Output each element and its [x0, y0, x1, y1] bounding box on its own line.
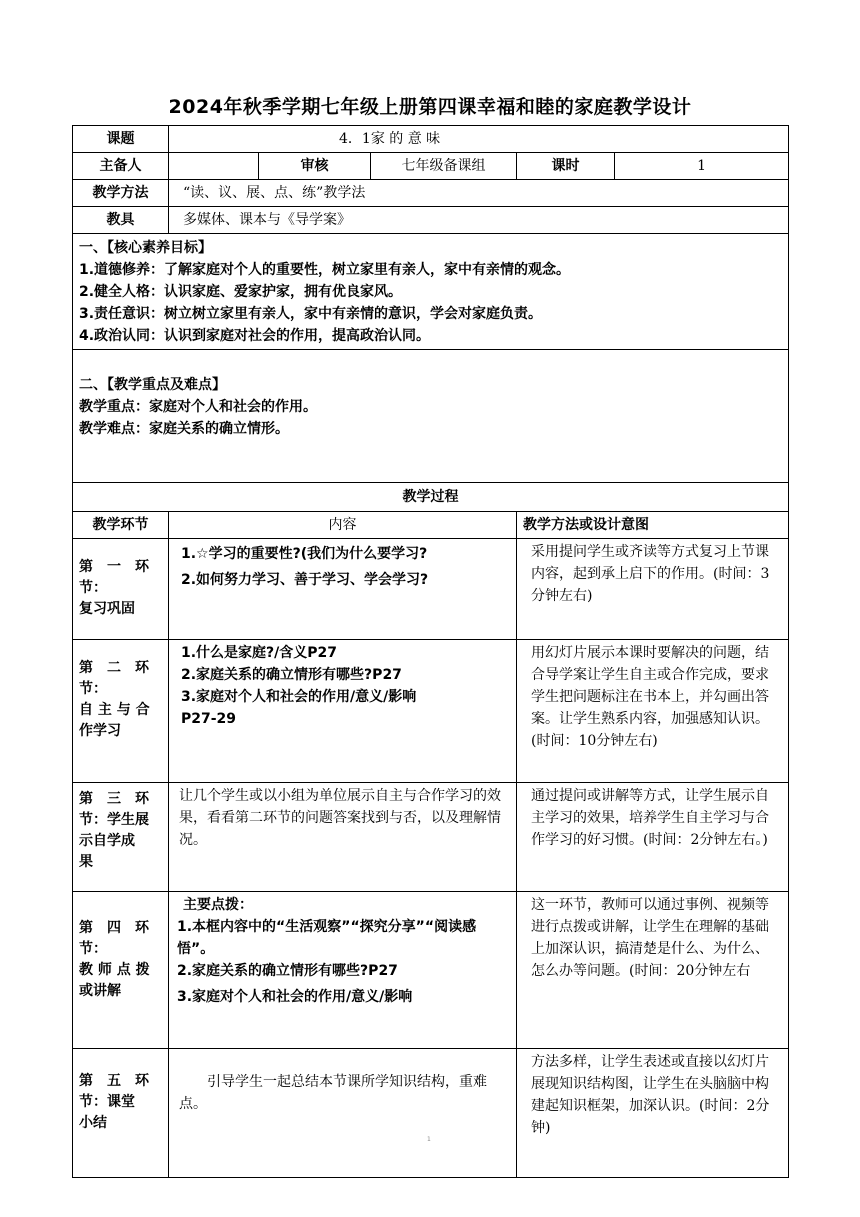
- document-title: 2024年秋季学期七年级上册第四课幸福和睦的家庭教学设计: [168, 96, 692, 118]
- stage-method: 用幻灯片展示本课时要解决的问题，结合导学案让学生自主或合作完成，要求学生把问题标注在书本上，并勾画出答案。让学生熟系内容，加强感知认识。(时间：10分钟左右): [517, 640, 789, 783]
- col-content-header: 内容: [169, 512, 517, 539]
- stage-label-line: 或讲解: [79, 983, 121, 999]
- goal-item: 3.责任意识：树立树立家里有亲人，家中有亲情的意识，学会对家庭负责。: [79, 306, 543, 322]
- tools-value: 多媒体、课本与《导学案》: [169, 207, 789, 234]
- review-label: 审核: [259, 153, 371, 180]
- table-row: [73, 640, 789, 783]
- goal-item: 4.政治认同：认识到家庭对社会的作用，提高政治认同。: [79, 328, 431, 344]
- stage-content: [169, 539, 517, 640]
- page-number: 1: [427, 1136, 431, 1143]
- method-label: 教学方法: [73, 180, 169, 207]
- content-line: 3.家庭对个人和社会的作用/意义/影响: [177, 989, 413, 1005]
- content-line: 2.家庭关系的确立情形有哪些?P27: [181, 667, 402, 683]
- stage-label-line: 自 主 与 合: [79, 702, 150, 718]
- table-row: [73, 1049, 789, 1178]
- stage-label-line: 节：: [79, 580, 107, 596]
- stage-label-line: 第 二 环: [79, 660, 149, 676]
- stage-label-line: 小结: [79, 1115, 107, 1131]
- stage-label: [73, 892, 169, 1049]
- content-line: 2.如何努力学习、善于学习、学会学习?: [181, 572, 429, 588]
- col-method-header: 教学方法或设计意图: [517, 512, 789, 539]
- content-line: 1.本框内容中的“生活观察”“探究分享”“阅读感悟”。: [177, 919, 477, 957]
- stage-label-line: 节：课堂: [79, 1094, 135, 1110]
- content-line: 主要点拨：: [183, 897, 253, 913]
- topic-value: 4．1家 的 意 味: [169, 126, 789, 153]
- stage-label-line: 节：: [79, 681, 107, 697]
- stage-label-line: 第 一 环: [79, 559, 149, 575]
- preparer-label: 主备人: [73, 153, 169, 180]
- tools-label: 教具: [73, 207, 169, 234]
- table-row: [73, 783, 789, 892]
- keypoints-section: [73, 350, 789, 483]
- lesson-plan-table: [72, 125, 789, 1178]
- goal-item: 1.道德修养：了解家庭对个人的重要性，树立家里有亲人，家中有亲情的观念。: [79, 262, 571, 278]
- topic-label: 课题: [73, 126, 169, 153]
- stage-content: [169, 892, 517, 1049]
- stage-method: 采用提问学生或齐读等方式复习上节课内容，起到承上启下的作用。(时间：3分钟左右): [517, 539, 789, 640]
- stage-method: 通过提问或讲解等方式，让学生展示自主学习的效果，培养学生自主学习与合作学习的好习惯。(时间：2分钟左右。): [517, 783, 789, 892]
- stage-content: [169, 640, 517, 783]
- stage-label-line: 第 四 环: [79, 920, 149, 936]
- goals-title: 一、【核心素养目标】: [79, 240, 212, 256]
- goal-item: 2.健全人格：认识家庭、爱家护家，拥有优良家风。: [79, 284, 403, 300]
- stage-label-line: 教 师 点 拨: [79, 962, 150, 978]
- content-line: 3.家庭对个人和社会的作用/意义/影响: [181, 689, 417, 705]
- key-focus: 教学重点：家庭对个人和社会的作用。: [79, 399, 317, 415]
- stage-label-line: 示自学成: [79, 833, 135, 849]
- stage-label-line: 果: [79, 854, 93, 870]
- content-line: 引导学生一起总结本节课所学知识结构，重难点。: [179, 1074, 487, 1112]
- stage-label-line: 节：学生展: [79, 812, 149, 828]
- stage-label-line: 第 五 环: [79, 1073, 149, 1089]
- stage-label: [73, 1049, 169, 1178]
- stage-label: [73, 783, 169, 892]
- keypoints-title: 二、【教学重点及难点】: [79, 377, 226, 393]
- stage-label-line: 作学习: [79, 723, 121, 739]
- process-title: 教学过程: [73, 483, 789, 512]
- table-row: [73, 892, 789, 1049]
- stage-label-line: 节：: [79, 941, 107, 957]
- goals-section: [73, 234, 789, 350]
- review-value: 七年级备课组: [371, 153, 517, 180]
- content-line: 1.☆学习的重要性?(我们为什么要学习?: [181, 546, 428, 562]
- stage-label-line: 第 三 环: [79, 791, 149, 807]
- content-line: P27-29: [181, 711, 237, 727]
- content-line: 让几个学生或以小组为单位展示自主与合作学习的效果，看看第二环节的问题答案找到与否，以及理解情况。: [179, 788, 501, 848]
- period-value: 1: [615, 153, 789, 180]
- stage-label-line: 复习巩固: [79, 601, 135, 617]
- content-line: 2.家庭关系的确立情形有哪些?P27: [177, 963, 398, 979]
- key-difficulty: 教学难点：家庭关系的确立情形。: [79, 421, 289, 437]
- preparer-value: [169, 153, 259, 180]
- stage-method: 这一环节，教师可以通过事例、视频等进行点拨或讲解，让学生在理解的基础上加深认识，搞清楚是什么、为什么、怎么办等问题。(时间：20分钟左右: [517, 892, 789, 1049]
- col-stage-header: 教学环节: [73, 512, 169, 539]
- content-line: 1.什么是家庭?/含义P27: [181, 645, 338, 661]
- table-row: [73, 539, 789, 640]
- method-value: “读、议、展、点、练”教学法: [169, 180, 789, 207]
- stage-method: 方法多样，让学生表述或直接以幻灯片展现知识结构图，让学生在头脑脑中构建起知识框架，加深认识。(时间：2分钟): [517, 1049, 789, 1178]
- stage-content: [169, 1049, 517, 1178]
- stage-label: [73, 539, 169, 640]
- period-label: 课时: [517, 153, 615, 180]
- stage-label: [73, 640, 169, 783]
- stage-content: [169, 783, 517, 892]
